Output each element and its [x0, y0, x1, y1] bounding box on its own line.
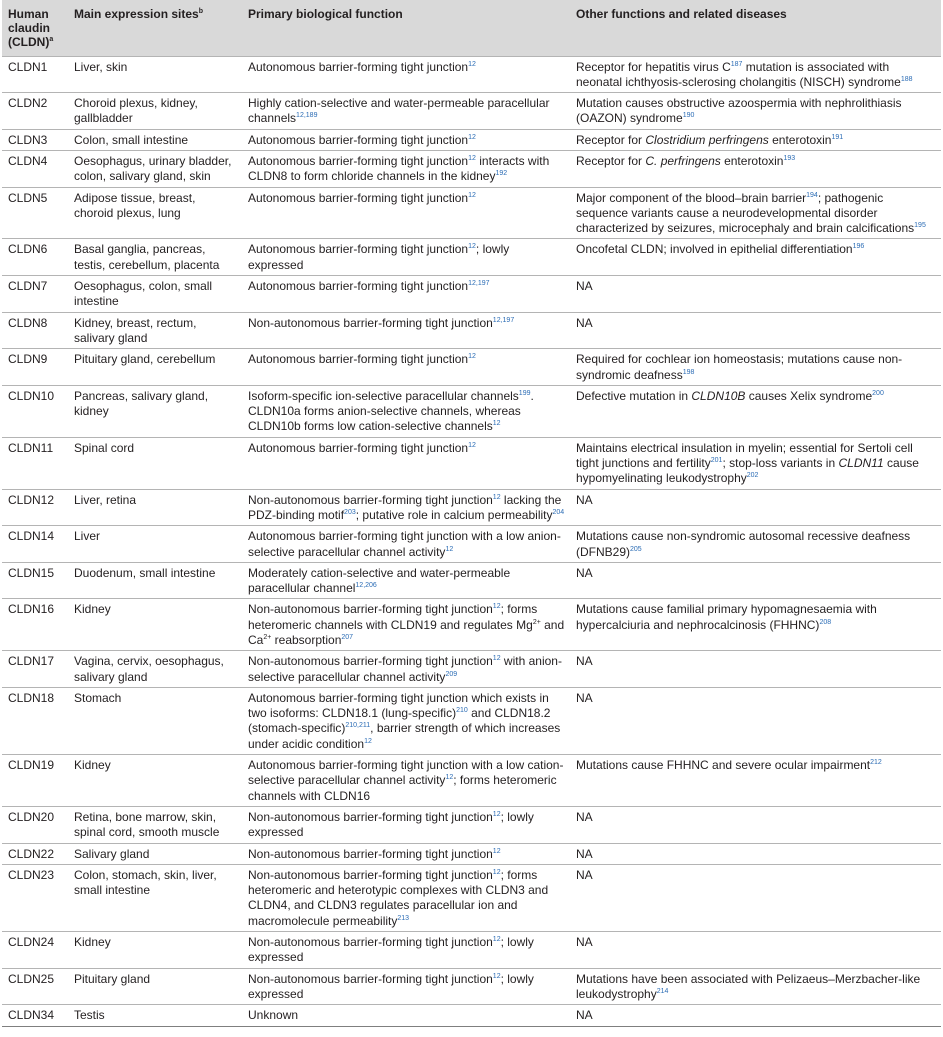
reference-superscript: 192 [495, 170, 508, 178]
text-segment: Autonomous barrier-forming tight junction [248, 352, 469, 367]
claudin-id-cell: CLDN23 [2, 864, 68, 931]
text-segment: Mutations cause familial primary hypomagnesaemia with hypercalciuria and nephrocalcinosis (FHHNC) [576, 602, 877, 632]
text-segment: Non-autonomous barrier-forming tight junction [248, 654, 493, 669]
text-segment: Autonomous barrier-forming tight junction [248, 153, 469, 168]
reference-superscript: 12 [492, 603, 501, 611]
other-functions-cell [570, 56, 941, 93]
function-cell [242, 489, 570, 526]
reference-superscript: 202 [746, 472, 759, 480]
claudin-id-cell: CLDN10 [2, 385, 68, 437]
text-segment: NA [576, 935, 593, 950]
text-segment: ; lowly expressed [248, 809, 534, 840]
other-functions-cell [570, 150, 941, 187]
function-cell [242, 755, 570, 807]
other-functions-cell [570, 806, 941, 843]
other-functions-cell [570, 932, 941, 969]
function-cell [242, 312, 570, 349]
expression-sites-cell: Salivary gland [68, 843, 242, 864]
reference-superscript: 205 [630, 545, 642, 553]
other-functions-cell [570, 864, 941, 931]
text-segment: NA [576, 279, 593, 294]
text-segment: cause hypomyelinating leukodystrophy [576, 456, 919, 486]
reference-superscript: 12 [364, 737, 372, 745]
expression-sites-cell: Kidney [68, 755, 242, 807]
table-row [2, 1005, 941, 1026]
other-functions-cell [570, 239, 941, 276]
table-row [2, 562, 941, 599]
table-row [2, 56, 941, 93]
text-segment: enterotoxin [768, 132, 832, 147]
text-segment: Required for cochlear ion homeostasis; mutations cause non-syndromic deafness [576, 352, 903, 382]
text-segment: NA [576, 690, 593, 705]
other-functions-cell [570, 755, 941, 807]
other-functions-cell [570, 187, 941, 239]
text-segment: ; lowly expressed [248, 242, 510, 272]
header-claudin: Human claudin (CLDN)$^a$ [2, 0, 68, 56]
table-row [2, 187, 941, 239]
function-cell [242, 599, 570, 651]
reference-superscript: 212 [870, 759, 882, 767]
table-row [2, 276, 941, 313]
reference-superscript: 12 [468, 133, 476, 141]
reference-superscript: 209 [445, 670, 458, 678]
function-cell [242, 1005, 570, 1026]
reference-superscript: 12,206 [355, 582, 377, 590]
claudin-id-cell: CLDN17 [2, 651, 68, 688]
reference-superscript: 12,197 [492, 316, 515, 324]
reference-superscript: 204 [552, 508, 565, 516]
text-segment: Mutations have been associated with Pelizaeus–Merzbacher-like leukodystrophy [576, 971, 921, 1001]
reference-superscript: 194 [806, 191, 818, 199]
text-segment: Major component of the blood–brain barrier [576, 190, 807, 205]
italic-segment: CLDN10B [691, 388, 746, 403]
text-segment: Autonomous barrier-forming tight junction [248, 440, 469, 455]
text-segment: Mutations cause FHHNC and severe ocular impairment [576, 758, 871, 773]
text-segment: NA [576, 565, 593, 580]
text-segment: Autonomous barrier-forming tight junction with a low anion-selective paracellular channel activity [248, 529, 561, 559]
reference-superscript: 210 [456, 707, 468, 715]
text-segment: Mutation causes obstructive azoospermia with nephrolithiasis (OAZON) syndrome [576, 96, 902, 126]
function-cell [242, 276, 570, 313]
claudin-id-cell: CLDN9 [2, 349, 68, 386]
expression-sites-cell: Testis [68, 1005, 242, 1026]
function-cell [242, 526, 570, 563]
expression-sites-cell: Pituitary gland, cerebellum [68, 349, 242, 386]
reference-superscript: 12 [468, 441, 476, 449]
function-cell [242, 349, 570, 386]
expression-sites-cell: Vagina, cervix, oesophagus, salivary gland [68, 651, 242, 688]
reference-superscript: 187 [730, 60, 743, 68]
reference-superscript: 12,189 [296, 112, 318, 120]
function-cell [242, 562, 570, 599]
text-segment: Non-autonomous barrier-forming tight junction [248, 809, 493, 824]
text-segment: Autonomous barrier-forming tight junction [248, 279, 469, 294]
reference-superscript: 207 [341, 634, 354, 641]
text-segment: Autonomous barrier-forming tight junction with a low cation-selective paracellular channel activity [248, 758, 564, 788]
text-segment: Unknown [248, 1008, 299, 1023]
other-functions-cell [570, 562, 941, 599]
claudin-id-cell: CLDN22 [2, 843, 68, 864]
table-row [2, 93, 941, 130]
text-segment: ; forms heteromeric channels with CLDN16 [248, 773, 557, 803]
expression-sites-cell: Colon, stomach, skin, liver, small intestine [68, 864, 242, 931]
other-functions-cell [570, 968, 941, 1005]
reference-superscript: 190 [682, 112, 695, 120]
expression-sites-cell: Oesophagus, urinary bladder, colon, salivary gland, skin [68, 150, 242, 187]
function-cell [242, 932, 570, 969]
table-row [2, 489, 941, 526]
reference-superscript: 191 [831, 133, 844, 141]
table-row [2, 312, 941, 349]
header-row [2, 0, 941, 56]
text-segment: and Ca [248, 617, 565, 647]
text-segment: Non-autonomous barrier-forming tight junction [248, 315, 493, 330]
italic-segment: Clostridium perfringens [645, 132, 769, 147]
reference-superscript: 12,197 [468, 280, 490, 288]
expression-sites-cell: Kidney, breast, rectum, salivary gland [68, 312, 242, 349]
table-row [2, 968, 941, 1005]
text-segment: ; forms heteromeric channels with CLDN19 and regulates Mg [248, 602, 538, 632]
text-segment: Receptor for [576, 132, 646, 147]
table-row [2, 687, 941, 754]
expression-sites-cell: Adipose tissue, breast, choroid plexus, lung [68, 187, 242, 239]
text-segment: Non-autonomous barrier-forming tight junction [248, 846, 493, 861]
reference-superscript: 12 [492, 847, 501, 855]
reference-superscript: 12 [492, 420, 501, 428]
text-segment: Autonomous barrier-forming tight junction [248, 59, 469, 74]
table-row [2, 526, 941, 563]
text-segment: Non-autonomous barrier-forming tight junction [248, 867, 493, 882]
function-cell [242, 437, 570, 489]
text-segment: Highly cation-selective and water-permeable paracellular channels [248, 96, 550, 126]
text-segment: Autonomous barrier-forming tight junction [248, 190, 469, 205]
expression-sites-cell: Spinal cord [68, 437, 242, 489]
table-row [2, 651, 941, 688]
function-cell [242, 93, 570, 130]
table-row [2, 349, 941, 386]
function-cell [242, 687, 570, 754]
reference-superscript: 199 [518, 389, 531, 397]
claudin-id-cell: CLDN7 [2, 276, 68, 313]
reference-superscript: 12 [492, 936, 501, 944]
charge-superscript: 2+ [263, 634, 272, 641]
reference-superscript: 12 [492, 810, 501, 818]
claudin-id-cell: CLDN3 [2, 129, 68, 150]
function-cell [242, 864, 570, 931]
claudin-id-cell: CLDN34 [2, 1005, 68, 1026]
claudin-id-cell: CLDN8 [2, 312, 68, 349]
table-row [2, 843, 941, 864]
function-cell [242, 806, 570, 843]
reference-superscript: 210,211 [345, 722, 371, 730]
header-other-functions: Other functions and related diseases [570, 0, 941, 56]
function-cell [242, 239, 570, 276]
function-cell [242, 150, 570, 187]
claudin-id-cell: CLDN14 [2, 526, 68, 563]
table-row [2, 150, 941, 187]
expression-sites-cell: Basal ganglia, pancreas, testis, cerebellum, placenta [68, 239, 242, 276]
table-row [2, 437, 941, 489]
reference-superscript: 188 [900, 75, 913, 83]
expression-sites-cell: Colon, small intestine [68, 129, 242, 150]
text-segment: ; putative role in calcium permeability [355, 507, 553, 522]
expression-sites-cell: Pituitary gland [68, 968, 242, 1005]
text-segment: Maintains electrical insulation in myelin; essential for Sertoli cell tight junctions and fertility [576, 440, 913, 471]
table-row [2, 599, 941, 651]
expression-sites-cell: Liver [68, 526, 242, 563]
table-row [2, 864, 941, 931]
reference-superscript: 12 [468, 60, 476, 68]
claudin-id-cell: CLDN11 [2, 437, 68, 489]
claudin-id-cell: CLDN1 [2, 56, 68, 93]
other-functions-cell [570, 843, 941, 864]
text-segment: mutation is associated with neonatal ichthyosis-sclerosing cholangitis (NISCH) syndrome [576, 59, 901, 89]
function-cell [242, 187, 570, 239]
other-functions-cell [570, 651, 941, 688]
table-row [2, 239, 941, 276]
claudin-id-cell: CLDN16 [2, 599, 68, 651]
text-segment: ; pathogenic sequence variants cause a neurodevelopmental disorder characterized by seizures, microcephaly and brain calcifications [576, 190, 915, 236]
claudin-id-cell: CLDN2 [2, 93, 68, 130]
text-segment: Non-autonomous barrier-forming tight junction [248, 602, 493, 617]
reference-superscript: 193 [783, 154, 796, 162]
text-segment: lacking the PDZ-binding motif [248, 492, 562, 522]
text-segment: ; forms heteromeric and heterotypic complexes with CLDN3 and CLDN4, and CLDN3 regulates paracellular ion and macromolecule permeability [248, 867, 549, 928]
expression-sites-cell: Stomach [68, 687, 242, 754]
claudin-id-cell: CLDN15 [2, 562, 68, 599]
text-segment: causes Xelix syndrome [745, 388, 873, 403]
reference-superscript: 12 [492, 655, 501, 663]
claudin-id-cell: CLDN12 [2, 489, 68, 526]
expression-sites-cell: Choroid plexus, kidney, gallbladder [68, 93, 242, 130]
table-row [2, 755, 941, 807]
text-segment: with anion-selective paracellular channel activity [248, 654, 562, 684]
table-row [2, 129, 941, 150]
expression-sites-cell: Kidney [68, 932, 242, 969]
text-segment: Autonomous barrier-forming tight junction which exists in two isoforms: CLDN18.1 (lung-specific) [248, 690, 549, 721]
other-functions-cell [570, 437, 941, 489]
text-segment: . CLDN10a forms anion-selective channels, whereas CLDN10b forms low cation-selective channels [248, 388, 534, 434]
other-functions-cell [570, 349, 941, 386]
text-segment: Non-autonomous barrier-forming tight junction [248, 935, 493, 950]
reference-superscript: 214 [656, 987, 669, 995]
reference-superscript: 200 [872, 389, 884, 397]
text-segment: NA [576, 809, 593, 824]
function-cell [242, 129, 570, 150]
reference-superscript: 12 [445, 774, 454, 782]
text-segment: NA [576, 1008, 593, 1023]
header-expression-sites: Main expression sites$^b$ [68, 0, 242, 56]
text-segment: reabsorption [271, 633, 342, 647]
claudin-id-cell: CLDN24 [2, 932, 68, 969]
reference-superscript: 195 [914, 222, 926, 230]
reference-superscript: 12 [492, 972, 501, 980]
text-segment: Autonomous barrier-forming tight junction [248, 132, 469, 147]
claudin-id-cell: CLDN5 [2, 187, 68, 239]
other-functions-cell [570, 129, 941, 150]
claudin-id-cell: CLDN4 [2, 150, 68, 187]
claudin-id-cell: CLDN25 [2, 968, 68, 1005]
function-cell [242, 385, 570, 437]
italic-segment: C. perfringens [645, 153, 721, 168]
expression-sites-cell: Liver, retina [68, 489, 242, 526]
other-functions-cell [570, 93, 941, 130]
other-functions-cell [570, 599, 941, 651]
text-segment: Moderately cation-selective and water-permeable paracellular channel [248, 565, 511, 596]
text-segment: NA [576, 867, 593, 882]
text-segment: and CLDN18.2 (stomach-specific) [248, 706, 551, 736]
reference-superscript: 12 [492, 493, 501, 501]
reference-superscript: 12 [468, 191, 476, 199]
text-segment: ; lowly expressed [248, 935, 534, 965]
text-segment: NA [576, 846, 593, 861]
table-row [2, 932, 941, 969]
text-segment: Receptor for [576, 153, 646, 168]
text-segment: interacts with CLDN8 to form chloride channels in the kidney [248, 153, 550, 184]
header-biological-function: Primary biological function [242, 0, 570, 56]
text-segment: Non-autonomous barrier-forming tight junction [248, 492, 493, 507]
reference-superscript: 208 [819, 618, 832, 626]
other-functions-cell [570, 1005, 941, 1026]
other-functions-cell [570, 312, 941, 349]
other-functions-cell [570, 687, 941, 754]
reference-superscript: 201 [710, 457, 723, 465]
text-segment: enterotoxin [720, 153, 784, 168]
function-cell [242, 56, 570, 93]
expression-sites-cell: Duodenum, small intestine [68, 562, 242, 599]
reference-superscript: 12 [468, 154, 476, 162]
other-functions-cell [570, 526, 941, 563]
reference-superscript: 198 [682, 368, 695, 376]
text-segment: , barrier strength of which increases under acidic condition [248, 721, 561, 751]
other-functions-cell [570, 385, 941, 437]
text-segment: NA [576, 654, 593, 669]
function-cell [242, 843, 570, 864]
expression-sites-cell: Liver, skin [68, 56, 242, 93]
claudin-id-cell: CLDN20 [2, 806, 68, 843]
reference-superscript: 213 [397, 914, 410, 922]
text-segment: Mutations cause non-syndromic autosomal recessive deafness (DFNB29) [576, 529, 911, 559]
italic-segment: CLDN11 [838, 456, 884, 471]
expression-sites-cell: Kidney [68, 599, 242, 651]
text-segment: NA [576, 492, 593, 507]
other-functions-cell [570, 276, 941, 313]
claudin-id-cell: CLDN6 [2, 239, 68, 276]
claudin-id-cell: CLDN19 [2, 755, 68, 807]
reference-superscript: 12 [445, 545, 454, 553]
text-segment: Oncofetal CLDN; involved in epithelial differentiation [576, 242, 853, 257]
reference-superscript: 12 [468, 243, 476, 251]
other-functions-cell [570, 489, 941, 526]
expression-sites-cell: Oesophagus, colon, small intestine [68, 276, 242, 313]
function-cell [242, 968, 570, 1005]
charge-superscript: 2+ [532, 618, 541, 626]
claudin-id-cell: CLDN18 [2, 687, 68, 754]
text-segment: ; lowly expressed [248, 971, 534, 1001]
text-segment: ; stop-loss variants in [722, 456, 839, 471]
text-segment: Autonomous barrier-forming tight junction [248, 242, 469, 257]
expression-sites-cell: Pancreas, salivary gland, kidney [68, 385, 242, 437]
text-segment: NA [576, 315, 593, 330]
reference-superscript: 203 [344, 508, 356, 516]
claudin-table [2, 0, 941, 1027]
text-segment: Non-autonomous barrier-forming tight junction [248, 971, 493, 986]
reference-superscript: 12 [468, 353, 476, 361]
expression-sites-cell: Retina, bone marrow, skin, spinal cord, smooth muscle [68, 806, 242, 843]
text-segment: Receptor for hepatitis virus C [576, 59, 731, 74]
reference-superscript: 12 [492, 868, 501, 876]
reference-superscript: 196 [852, 243, 865, 251]
function-cell [242, 651, 570, 688]
text-segment: Defective mutation in [576, 388, 692, 403]
table-row [2, 806, 941, 843]
text-segment: Isoform-specific ion-selective paracellular channels [248, 388, 519, 403]
table-row [2, 385, 941, 437]
